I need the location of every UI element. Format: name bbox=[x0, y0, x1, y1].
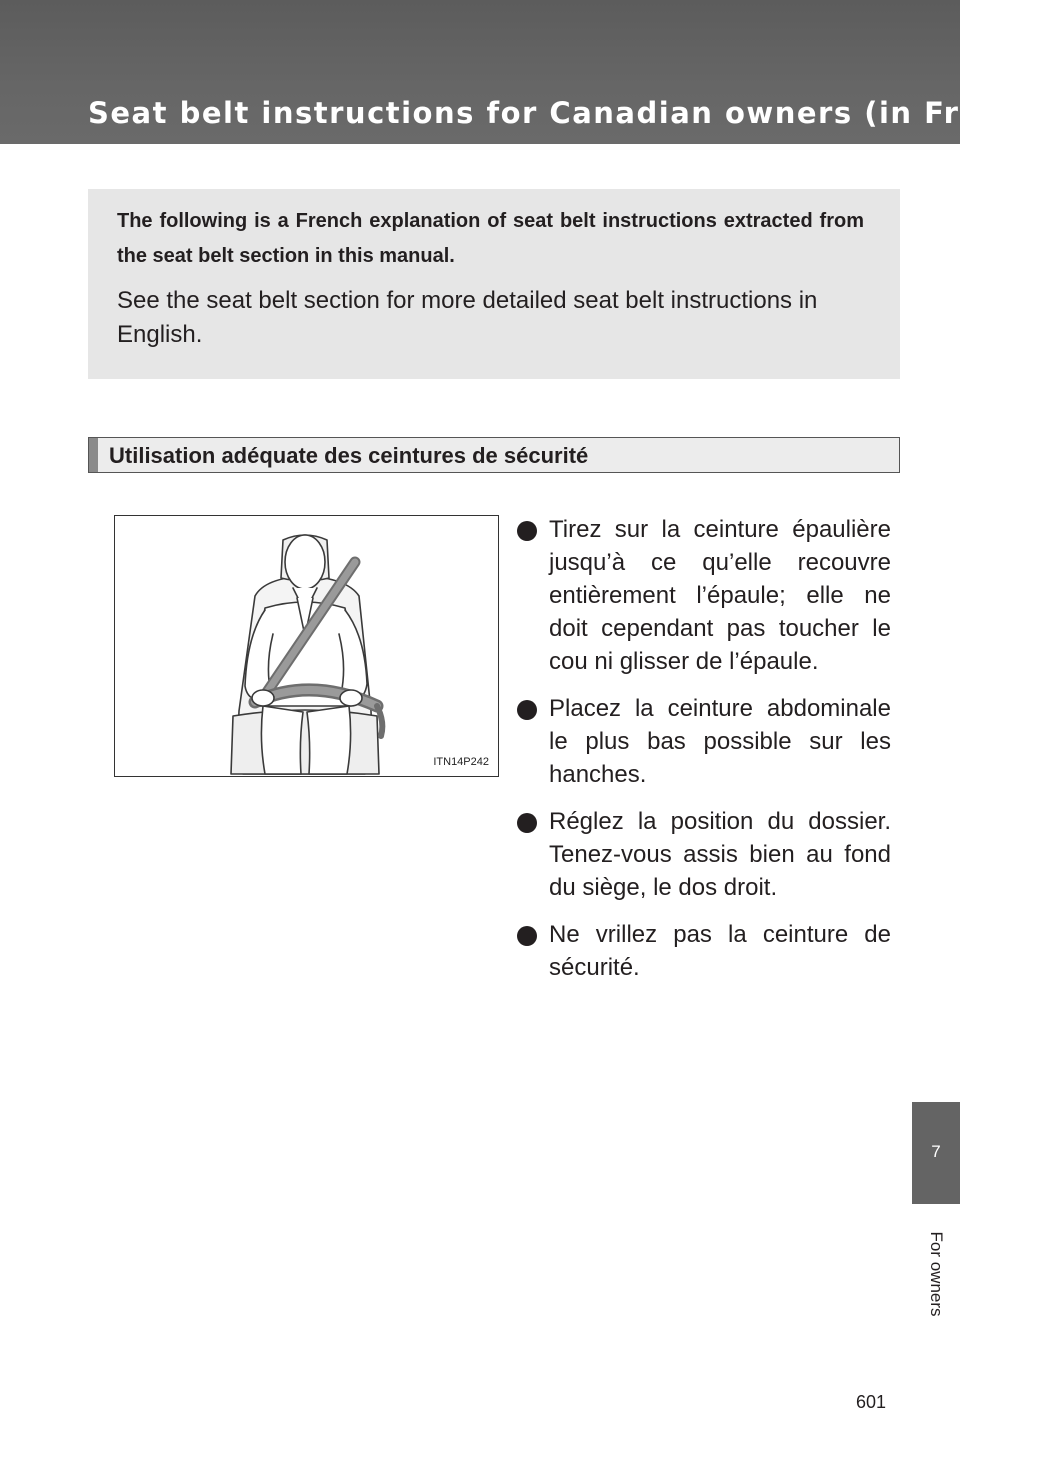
section-heading-bar bbox=[89, 438, 98, 472]
figure-code: ITN14P242 bbox=[433, 756, 489, 768]
page-title: Seat belt instructions for Canadian owners (in French) bbox=[88, 96, 1058, 130]
bullet-list bbox=[517, 513, 891, 998]
chapter-label-text: For owners bbox=[927, 1231, 946, 1317]
bullet-text: Réglez la position du dossier. Tenez-vous assis bien au fond du siège, le dos droit. bbox=[549, 808, 891, 901]
bullet-text: Tirez sur la ceinture épaulière jusqu’à ce qu’elle recouvre entièrement l’épaule; elle ne doit cependant pas toucher le cou ni glisser de l’épaule. bbox=[549, 516, 891, 675]
seated-person-drawing bbox=[115, 516, 497, 775]
section-heading-text: Utilisation adéquate des ceintures de sécurité bbox=[109, 443, 589, 468]
bullet-icon bbox=[517, 700, 537, 720]
intro-normal-text: See the seat belt section for more detailed seat belt instructions in English. bbox=[117, 287, 818, 348]
bullet-icon bbox=[517, 813, 537, 833]
seat-belt-illustration bbox=[114, 515, 499, 777]
section-heading bbox=[88, 437, 900, 473]
bullet-text: Ne vrillez pas la ceinture de sécurité. bbox=[549, 921, 891, 981]
list-item bbox=[517, 513, 891, 678]
intro-box bbox=[88, 189, 900, 379]
bullet-text: Placez la ceinture abdominale le plus bas possible sur les hanches. bbox=[549, 695, 891, 788]
intro-bold-text: The following is a French explanation of seat belt instructions extracted from the seat belt section in this manual. bbox=[117, 210, 864, 267]
chapter-tab[interactable] bbox=[912, 1102, 960, 1204]
bullet-icon bbox=[517, 926, 537, 946]
page-number: 601 bbox=[856, 1392, 887, 1412]
chapter-label bbox=[918, 1218, 954, 1330]
list-item bbox=[517, 692, 891, 791]
chapter-number: 7 bbox=[931, 1142, 941, 1161]
bullet-icon bbox=[517, 521, 537, 541]
page-header bbox=[0, 0, 1058, 144]
list-item bbox=[517, 805, 891, 904]
list-item bbox=[517, 918, 891, 984]
